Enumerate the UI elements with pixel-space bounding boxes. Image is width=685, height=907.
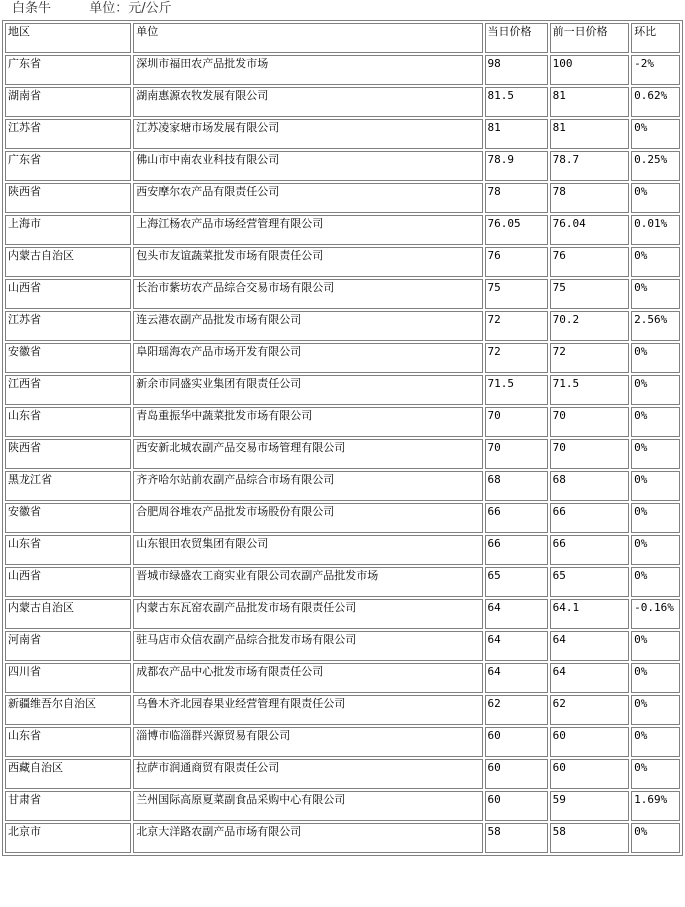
table-row	[5, 471, 680, 501]
today-price-cell: 58	[485, 823, 548, 853]
unit-cell: 淄博市临淄群兴源贸易有限公司	[133, 727, 482, 757]
prev-price-cell: 70	[550, 407, 629, 437]
today-price-cell: 71.5	[485, 375, 548, 405]
change-cell: 0%	[631, 663, 680, 693]
unit-cell: 驻马店市众信农副产品综合批发市场有限公司	[133, 631, 482, 661]
prev-price-cell: 58	[550, 823, 629, 853]
unit-cell: 兰州国际高原夏菜副食品采购中心有限公司	[133, 791, 482, 821]
today-price-cell: 75	[485, 279, 548, 309]
prev-price-cell: 66	[550, 535, 629, 565]
table-row	[5, 311, 680, 341]
region-cell: 新疆维吾尔自治区	[5, 695, 131, 725]
today-price-cell: 66	[485, 535, 548, 565]
change-cell: 0%	[631, 375, 680, 405]
change-cell: 0%	[631, 535, 680, 565]
prev-price-cell: 78	[550, 183, 629, 213]
unit-cell: 深圳市福田农产品批发市场	[133, 55, 482, 85]
table-row	[5, 727, 680, 757]
unit-cell: 合肥周谷堆农产品批发市场股份有限公司	[133, 503, 482, 533]
region-cell: 河南省	[5, 631, 131, 661]
table-row	[5, 439, 680, 469]
prev-price-cell: 72	[550, 343, 629, 373]
prev-price-cell: 64.1	[550, 599, 629, 629]
unit-cell: 包头市友谊蔬菜批发市场有限责任公司	[133, 247, 482, 277]
today-price-cell: 70	[485, 407, 548, 437]
change-cell: 0%	[631, 695, 680, 725]
prev-price-cell: 81	[550, 119, 629, 149]
region-cell: 山东省	[5, 727, 131, 757]
prev-price-cell: 66	[550, 503, 629, 533]
today-price-cell: 60	[485, 759, 548, 789]
today-price-cell: 66	[485, 503, 548, 533]
table-row	[5, 599, 680, 629]
prev-price-cell: 62	[550, 695, 629, 725]
table-row	[5, 631, 680, 661]
change-cell: 0.01%	[631, 215, 680, 245]
today-price-cell: 72	[485, 343, 548, 373]
change-cell: 0.62%	[631, 87, 680, 117]
region-cell: 内蒙古自治区	[5, 247, 131, 277]
prev-price-cell: 64	[550, 663, 629, 693]
change-cell: 0%	[631, 631, 680, 661]
region-cell: 山东省	[5, 535, 131, 565]
change-cell: -2%	[631, 55, 680, 85]
unit-cell: 长治市紫坊农产品综合交易市场有限公司	[133, 279, 482, 309]
region-cell: 甘肃省	[5, 791, 131, 821]
today-price-cell: 70	[485, 439, 548, 469]
today-price-cell: 78.9	[485, 151, 548, 181]
table-row	[5, 151, 680, 181]
table-row	[5, 663, 680, 693]
today-price-cell: 60	[485, 727, 548, 757]
table-row	[5, 279, 680, 309]
region-cell: 上海市	[5, 215, 131, 245]
table-row	[5, 375, 680, 405]
table-row	[5, 695, 680, 725]
header-region: 地区	[5, 23, 131, 53]
table-row	[5, 567, 680, 597]
table-row	[5, 343, 680, 373]
today-price-cell: 81.5	[485, 87, 548, 117]
today-price-cell: 81	[485, 119, 548, 149]
region-cell: 陕西省	[5, 439, 131, 469]
prev-price-cell: 71.5	[550, 375, 629, 405]
change-cell: 0%	[631, 759, 680, 789]
unit-cell: 佛山市中南农业科技有限公司	[133, 151, 482, 181]
prev-price-cell: 100	[550, 55, 629, 85]
table-row	[5, 87, 680, 117]
region-cell: 安徽省	[5, 343, 131, 373]
region-cell: 北京市	[5, 823, 131, 853]
prev-price-cell: 64	[550, 631, 629, 661]
region-cell: 四川省	[5, 663, 131, 693]
unit-cell: 北京大洋路农副产品市场有限公司	[133, 823, 482, 853]
prev-price-cell: 68	[550, 471, 629, 501]
today-price-cell: 98	[485, 55, 548, 85]
unit-cell: 西安新北城农副产品交易市场管理有限公司	[133, 439, 482, 469]
today-price-cell: 60	[485, 791, 548, 821]
unit-cell: 青岛重振华中蔬菜批发市场有限公司	[133, 407, 482, 437]
table-row	[5, 503, 680, 533]
region-cell: 江苏省	[5, 119, 131, 149]
region-cell: 广东省	[5, 55, 131, 85]
region-cell: 西藏自治区	[5, 759, 131, 789]
unit-cell: 湖南惠源农牧发展有限公司	[133, 87, 482, 117]
change-cell: 0%	[631, 567, 680, 597]
unit-cell: 江苏凌家塘市场发展有限公司	[133, 119, 482, 149]
prev-price-cell: 59	[550, 791, 629, 821]
table-row	[5, 535, 680, 565]
change-cell: 0%	[631, 407, 680, 437]
unit-cell: 上海江杨农产品市场经营管理有限公司	[133, 215, 482, 245]
today-price-cell: 76.05	[485, 215, 548, 245]
prev-price-cell: 70.2	[550, 311, 629, 341]
unit-label: 单位：元/公斤	[89, 1, 172, 16]
table-row	[5, 823, 680, 853]
today-price-cell: 65	[485, 567, 548, 597]
table-row	[5, 407, 680, 437]
table-row	[5, 791, 680, 821]
today-price-cell: 64	[485, 599, 548, 629]
region-cell: 江西省	[5, 375, 131, 405]
unit-cell: 成都农产品中心批发市场有限责任公司	[133, 663, 482, 693]
header-prev-price: 前一日价格	[550, 23, 629, 53]
table-row	[5, 247, 680, 277]
header-row	[5, 23, 680, 53]
table-row	[5, 119, 680, 149]
prev-price-cell: 60	[550, 759, 629, 789]
unit-cell: 晋城市绿盛农工商实业有限公司农副产品批发市场	[133, 567, 482, 597]
change-cell: 0%	[631, 247, 680, 277]
region-cell: 广东省	[5, 151, 131, 181]
product-name: 白条牛	[12, 1, 52, 16]
region-cell: 陕西省	[5, 183, 131, 213]
header-today-price: 当日价格	[485, 23, 548, 53]
unit-cell: 拉萨市润通商贸有限责任公司	[133, 759, 482, 789]
change-cell: 0%	[631, 503, 680, 533]
unit-cell: 齐齐哈尔站前农副产品综合市场有限公司	[133, 471, 482, 501]
table-caption	[12, 0, 172, 18]
prev-price-cell: 76.04	[550, 215, 629, 245]
table-row	[5, 759, 680, 789]
today-price-cell: 64	[485, 663, 548, 693]
unit-cell: 内蒙古东瓦窑农副产品批发市场有限责任公司	[133, 599, 482, 629]
prev-price-cell: 65	[550, 567, 629, 597]
prev-price-cell: 81	[550, 87, 629, 117]
price-table	[2, 20, 683, 856]
region-cell: 江苏省	[5, 311, 131, 341]
header-unit: 单位	[133, 23, 482, 53]
change-cell: 0.25%	[631, 151, 680, 181]
change-cell: 0%	[631, 823, 680, 853]
prev-price-cell: 78.7	[550, 151, 629, 181]
unit-cell: 山东银田农贸集团有限公司	[133, 535, 482, 565]
unit-cell: 西安摩尔农产品有限责任公司	[133, 183, 482, 213]
change-cell: 0%	[631, 471, 680, 501]
region-cell: 安徽省	[5, 503, 131, 533]
change-cell: 2.56%	[631, 311, 680, 341]
unit-cell: 连云港农副产品批发市场有限公司	[133, 311, 482, 341]
today-price-cell: 62	[485, 695, 548, 725]
change-cell: 1.69%	[631, 791, 680, 821]
change-cell: 0%	[631, 343, 680, 373]
table-row	[5, 183, 680, 213]
prev-price-cell: 75	[550, 279, 629, 309]
change-cell: -0.16%	[631, 599, 680, 629]
prev-price-cell: 70	[550, 439, 629, 469]
table-row	[5, 215, 680, 245]
table-row	[5, 55, 680, 85]
today-price-cell: 64	[485, 631, 548, 661]
unit-cell: 乌鲁木齐北园春果业经营管理有限责任公司	[133, 695, 482, 725]
region-cell: 湖南省	[5, 87, 131, 117]
change-cell: 0%	[631, 119, 680, 149]
prev-price-cell: 76	[550, 247, 629, 277]
today-price-cell: 78	[485, 183, 548, 213]
today-price-cell: 72	[485, 311, 548, 341]
prev-price-cell: 60	[550, 727, 629, 757]
change-cell: 0%	[631, 279, 680, 309]
header-change: 环比	[631, 23, 680, 53]
change-cell: 0%	[631, 183, 680, 213]
unit-cell: 阜阳瑶海农产品市场开发有限公司	[133, 343, 482, 373]
region-cell: 山西省	[5, 567, 131, 597]
unit-cell: 新余市同盛实业集团有限责任公司	[133, 375, 482, 405]
region-cell: 山西省	[5, 279, 131, 309]
today-price-cell: 76	[485, 247, 548, 277]
today-price-cell: 68	[485, 471, 548, 501]
change-cell: 0%	[631, 727, 680, 757]
region-cell: 黑龙江省	[5, 471, 131, 501]
region-cell: 山东省	[5, 407, 131, 437]
change-cell: 0%	[631, 439, 680, 469]
region-cell: 内蒙古自治区	[5, 599, 131, 629]
